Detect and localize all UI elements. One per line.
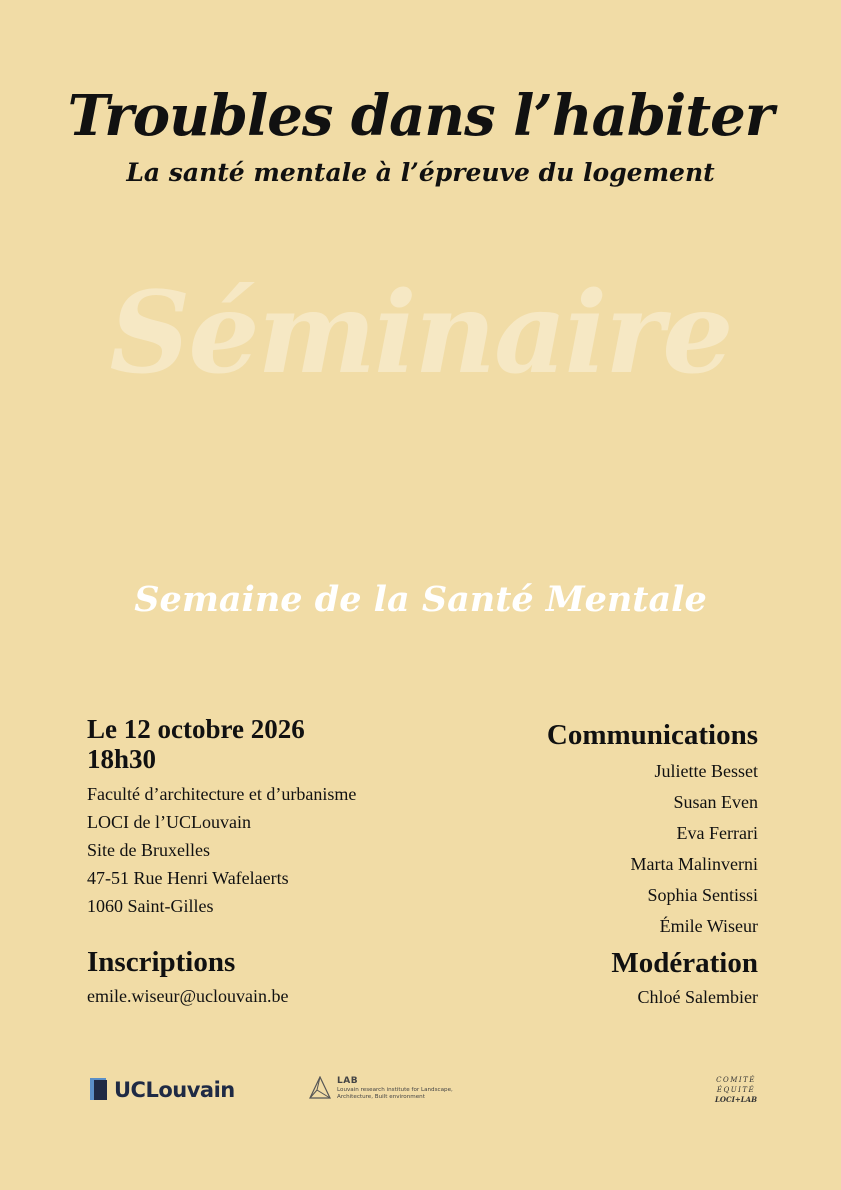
- comite-logo-line: ÉQUITÉ: [716, 1086, 756, 1094]
- uclouvain-mark-icon: [90, 1078, 108, 1102]
- address-line: LOCI de l’UCLouvain: [87, 812, 251, 832]
- seminaire-watermark: Séminaire: [109, 268, 732, 399]
- address-line: Site de Bruxelles: [87, 840, 210, 860]
- event-time: 18h30: [87, 744, 157, 774]
- lab-triangle-icon: [309, 1076, 331, 1100]
- address-line: 1060 Saint-Gilles: [87, 896, 214, 916]
- speaker-name: Susan Even: [673, 792, 758, 812]
- speaker-name: Eva Ferrari: [676, 823, 758, 843]
- address-line: 47-51 Rue Henri Wafelaerts: [87, 868, 289, 888]
- event-date: Le 12 octobre 2026: [87, 714, 305, 744]
- moderation-heading: Modération: [611, 947, 758, 979]
- speaker-name: Émile Wiseur: [659, 916, 758, 936]
- lab-logo-desc: Louvain research institute for Landscape,: [337, 1087, 453, 1093]
- poster-subtitle: La santé mentale à l’épreuve du logement: [126, 158, 715, 187]
- registration-email: emile.wiseur@uclouvain.be: [87, 986, 289, 1006]
- event-series: Semaine de la Santé Mentale: [134, 579, 707, 620]
- communications-heading: Communications: [546, 719, 758, 751]
- comite-equite-logo: [715, 1075, 757, 1105]
- lab-logo-name: LAB: [337, 1076, 359, 1086]
- speaker-name: Juliette Besset: [654, 761, 758, 781]
- lab-logo: [309, 1076, 487, 1101]
- uclouvain-logo-text: UCLouvain: [114, 1078, 235, 1102]
- uclouvain-logo: [90, 1077, 235, 1103]
- address-line: Faculté d’architecture et d’urbanisme: [87, 784, 357, 804]
- speaker-name: Sophia Sentissi: [647, 885, 758, 905]
- moderator-name: Chloé Salembier: [637, 987, 758, 1007]
- speaker-name: Marta Malinverni: [630, 854, 758, 874]
- lab-logo-desc: Architecture, Built environment: [337, 1094, 425, 1100]
- comite-logo-line: LOCI+LAB: [715, 1095, 757, 1104]
- registration-heading: Inscriptions: [87, 946, 236, 978]
- speakers-section: [398, 718, 758, 1012]
- comite-logo-line: COMITÉ: [716, 1076, 756, 1084]
- poster-title: Troubles dans l’habiter: [67, 83, 774, 149]
